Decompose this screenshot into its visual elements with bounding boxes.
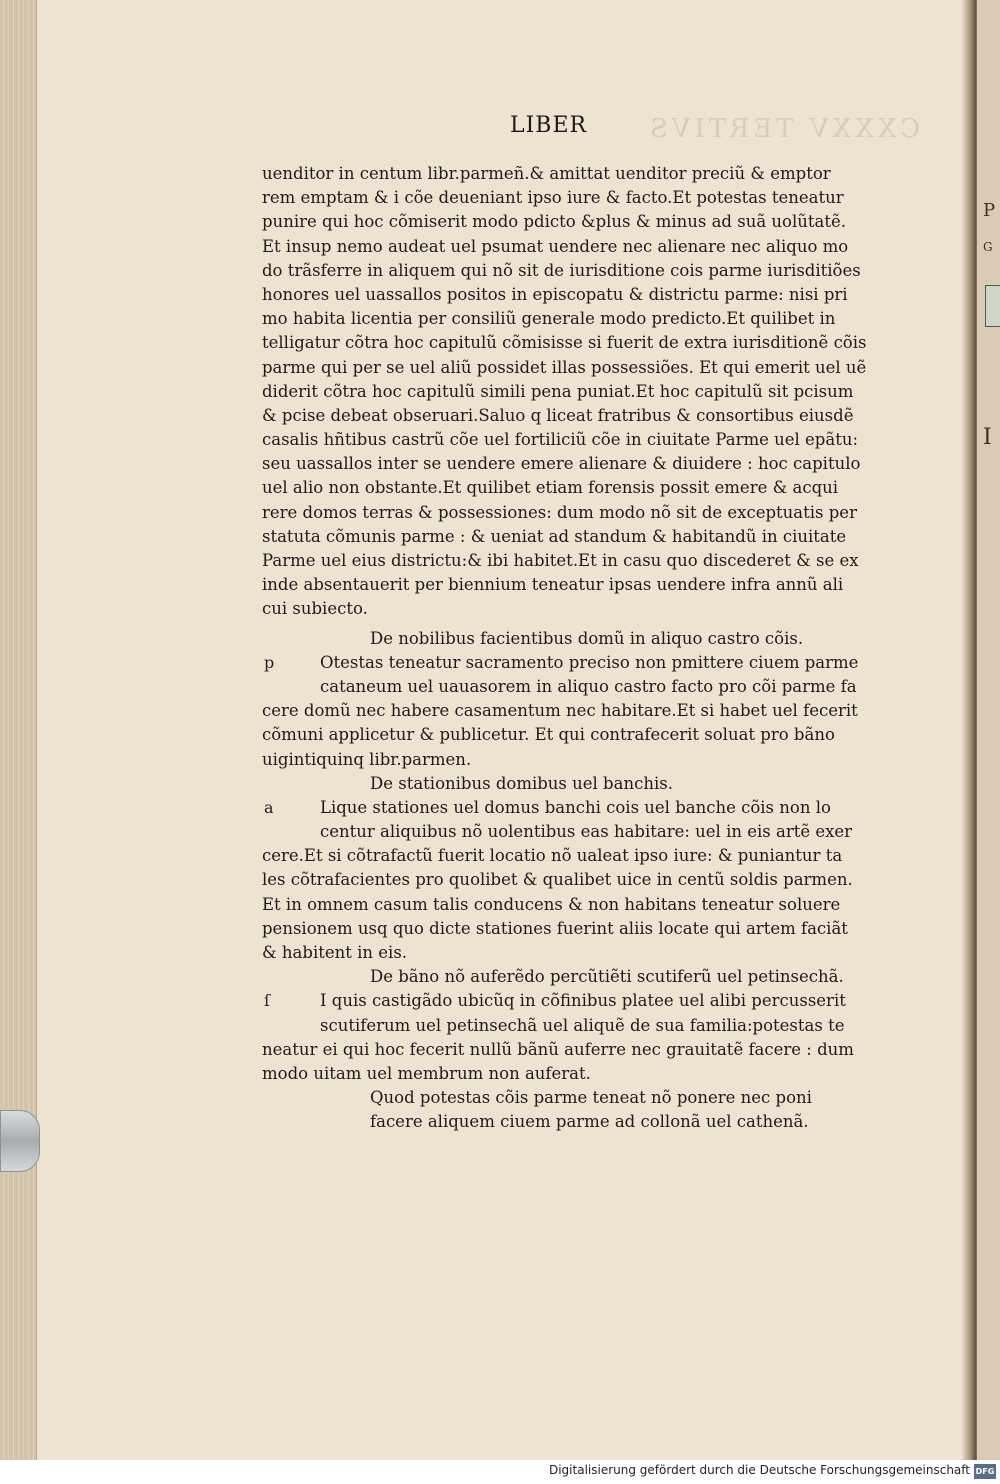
text-line: pensionem usq quo dicte stationes fuerint aliis locate qui artem faciãt: [262, 918, 848, 938]
text-line: cere domũ nec habere casamentum nec habitare.Et si habet uel fecerit: [262, 701, 858, 721]
text-line: [262, 989, 882, 1013]
next-page-edge: [976, 0, 1000, 1460]
section-rubric: De bãno nõ auferẽdo percũtiẽti scutiferũ uel petinsechã.: [370, 967, 844, 987]
text-line: telligatur cõtra hoc capitulũ cõmisisse si fuerit de extra iurisditionẽ cõis: [262, 333, 867, 353]
next-page-letter: I: [983, 425, 992, 450]
section-rubric: De stationibus domibus uel banchis.: [370, 773, 673, 793]
next-page-letter: P: [983, 200, 996, 221]
running-header: LIBER: [510, 113, 588, 138]
text-line: mo habita licentia per consiliũ generale modo predicto.Et quilibet in: [262, 309, 836, 329]
digitization-footer: [0, 1460, 1000, 1484]
section-rubric: Quod potestas cõis parme teneat nõ ponere nec poni: [370, 1088, 812, 1108]
bookmark-tab: [985, 285, 1000, 327]
text-line: [262, 796, 882, 820]
text-line: modo uitam uel membrum non auferat.: [262, 1063, 591, 1083]
text-line: casalis hñtibus castrũ cõe uel fortiliciũ cõe in ciuitate Parme uel epãtu:: [262, 430, 859, 450]
text-line: cere.Et si cõtrafactũ fuerit locatio nõ ualeat ipso iure: & puniantur ta: [262, 846, 843, 866]
text-line: cõmuni applicetur & publicetur. Et qui contrafecerit soluat pro bãno: [262, 725, 835, 745]
text-line: rem emptam & i cõe deueniant ipso iure & facto.Et potestas teneatur: [262, 188, 844, 208]
text-line-content: Lique stationes uel domus banchi cois uel banche cõis non lo: [320, 797, 831, 817]
page-clip: [0, 1110, 40, 1172]
text-line: neatur ei qui hoc fecerit nullũ bãnũ auferre nec grauitatẽ facere : dum: [262, 1039, 854, 1059]
text-line: les cõtrafacientes pro quolibet & qualibet uice in centũ soldis parmen.: [262, 870, 853, 890]
text-line: inde absentauerit per biennium teneatur ipsas uendere infra annũ ali: [262, 575, 844, 595]
text-line: & habitent in eis.: [262, 943, 408, 962]
text-line: & pcise debeat obseruari.Saluo q liceat fratribus & consortibus eiusdẽ: [262, 405, 854, 425]
text-line: honores uel uassallos positos in episcopatu & districtu parme: nisi pri: [262, 284, 848, 304]
text-line: scutiferum uel petinsechã uel aliquẽ de sua familia:potestas te: [320, 1015, 845, 1035]
text-line: diderit cõtra hoc capitulũ simili pena puniat.Et hoc capitulũ sit pcisum: [262, 381, 854, 401]
text-line: Et insup nemo audeat uel psumat uendere nec alienare nec aliquo mo: [262, 236, 849, 256]
text-line: seu uassallos inter se uendere emere alienare & diuidere : hoc capitulo: [262, 454, 861, 474]
text-block: [262, 162, 882, 1135]
section-rubric: facere aliquem ciuem parme ad collonã uel cathenã.: [370, 1112, 809, 1132]
guide-letter: p: [264, 652, 275, 672]
guide-letter: a: [264, 797, 274, 817]
text-line: do trãsferre in aliquem qui nõ sit de iurisditione cois parme iurisditiões: [262, 260, 861, 280]
text-line: punire qui hoc cõmiserit modo pdicto &plus & minus ad suã uolũtatẽ.: [262, 212, 846, 232]
text-line-content: Otestas teneatur sacramento preciso non pmittere ciuem parme: [320, 652, 859, 672]
guide-letter: ſ: [264, 991, 270, 1011]
next-page-letter: G: [983, 240, 993, 254]
book-gutter: [962, 0, 976, 1460]
text-line: rere domos terras & possessiones: dum modo nõ sit de exceptuatis per: [262, 502, 857, 522]
section-rubric: De nobilibus facientibus domũ in aliquo castro cõis.: [370, 628, 804, 648]
book-page-stack: [0, 0, 37, 1484]
text-line: cui subiecto.: [262, 599, 368, 619]
paragraph-1: [262, 162, 882, 622]
text-line: uigintiquinq libr.parmen.: [262, 749, 472, 769]
text-line: statuta cõmunis parme : & ueniat ad standum & habitandũ in ciuitate: [262, 526, 847, 546]
text-line: cataneum uel uauasorem in aliquo castro facto pro cõi parme fa: [320, 676, 857, 696]
dfg-logo: DFG: [974, 1464, 996, 1479]
text-line: Et in omnem casum talis conducens & non habitans teneatur soluere: [262, 894, 841, 914]
text-line: centur aliquibus nõ uolentibus eas habitare: uel in eis artẽ exer: [320, 822, 853, 842]
text-line: [262, 651, 882, 675]
text-line-content: I quis castigãdo ubicũq in cõfinibus platee uel alibi percusserit: [320, 991, 846, 1011]
text-line: parme qui per se uel aliũ possidet illas possessiões. Et qui emerit uel uẽ: [262, 357, 867, 377]
text-line: uenditor in centum libr.parmeñ.& amittat uenditor preciũ & emptor: [262, 164, 831, 183]
footer-credit: Digitalisierung gefördert durch die Deutsche Forschungsgemeinschaft: [548, 1463, 970, 1477]
text-line: uel alio non obstante.Et quilibet etiam forensis possit emere & acqui: [262, 478, 839, 498]
text-line: Parme uel eius districtu:& ibi habitet.Et in casu quo discederet & se ex: [262, 551, 859, 570]
show-through-header: CXXXV TERTIVS: [645, 114, 920, 144]
